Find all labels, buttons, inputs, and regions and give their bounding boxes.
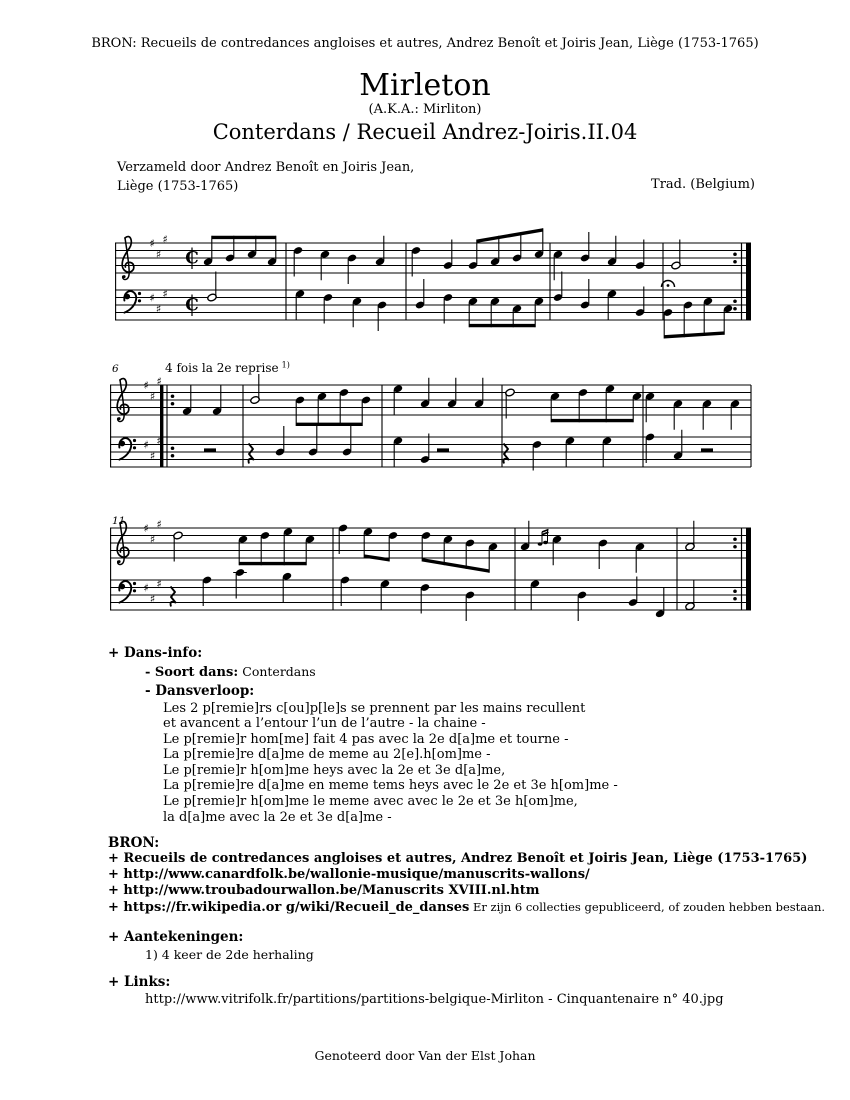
svg-text:♯: ♯	[155, 302, 162, 316]
svg-text:♯: ♯	[156, 577, 162, 591]
dansverloop-line: Les 2 p[remie]rs c[ou]p[le]s se prennent par les mains recullent	[163, 700, 586, 716]
bron-link-troubadour: + http://www.troubadourwallon.be/Manuscrits XVIII.nl.htm	[108, 883, 540, 898]
svg-text:♯: ♯	[149, 236, 155, 250]
wikipedia-note: Er zijn 6 collecties gepubliceerd, of zouden hebben bestaan.	[469, 900, 826, 914]
footer-credit: Genoteerd door Van der Elst Johan	[314, 1048, 536, 1063]
svg-text:C: C	[185, 295, 199, 316]
svg-text:♯: ♯	[143, 438, 149, 452]
svg-text:♯: ♯	[156, 518, 162, 532]
svg-text:♯: ♯	[149, 291, 155, 305]
bron-section	[108, 835, 825, 916]
svg-text:♯: ♯	[149, 533, 156, 547]
svg-text:♯: ♯	[149, 592, 156, 606]
links-section	[108, 974, 724, 1008]
svg-text:♯: ♯	[149, 390, 156, 404]
bron-heading: BRON:	[108, 835, 160, 851]
svg-text:♯: ♯	[162, 233, 168, 247]
tradition-credit: Trad. (Belgium)	[651, 177, 755, 192]
bron-link-canardfolk: + http://www.canardfolk.be/wallonie-musique/manuscrits-wallons/	[108, 867, 590, 882]
soort-dans-label: - Soort dans:	[145, 664, 239, 680]
dansverloop-label: - Dansverloop:	[145, 683, 255, 699]
soort-dans-row	[108, 663, 618, 683]
collector-line-2: Liège (1753-1765)	[117, 178, 239, 194]
music-system-2	[110, 358, 758, 476]
svg-text:11: 11	[112, 515, 126, 527]
aantekeningen-note: 1) 4 keer de 2de herhaling	[145, 947, 314, 962]
dansverloop-line: la d[a]me avec la 2e et 3e d[a]me -	[163, 809, 392, 825]
dansverloop-line: et avancent a l’entour l’un de l’autre - la chaine -	[163, 716, 486, 732]
svg-text:♯: ♯	[143, 378, 149, 392]
svg-text:♯: ♯	[149, 449, 156, 463]
svg-text:♯: ♯	[143, 521, 149, 535]
links-heading: + Links:	[108, 974, 171, 990]
links-url: http://www.vitrifolk.fr/partitions/partitions-belgique-Mirliton - Cinquantenaire n° 40.jpg	[145, 992, 724, 1007]
aantekeningen-heading: + Aantekeningen:	[108, 929, 244, 945]
music-system-1	[110, 228, 758, 346]
svg-text:4 fois la 2e reprise1): 4 fois la 2e reprise $^{1)}$	[165, 360, 290, 375]
dansverloop-line: La p[remie]re d[a]me en meme tems heys avec le 2e et 3e h[om]me -	[163, 778, 618, 794]
svg-text:♯: ♯	[143, 581, 149, 595]
bron-source-line: + Recueils de contredances angloises et autres, Andrez Benoît et Joiris Jean, Liège (1753-1765)	[108, 851, 808, 866]
svg-text:6: 6	[112, 363, 119, 375]
dansverloop-line: Le p[remie]r h[om]me heys avec la 2e et 3e d[a]me,	[163, 762, 506, 778]
dansverloop-line: Le p[remie]r hom[me] fait 4 pas avec la 2e d[a]me et tourne -	[163, 731, 569, 747]
source-header: BRON: Recueils de contredances angloises et autres, Andrez Benoît et Joiris Jean, Liège (1753-1765)	[91, 36, 759, 51]
dansverloop-line: Le p[remie]r h[om]me le meme avec avec le 2e et 3e h[om]me,	[163, 794, 578, 810]
svg-text:C: C	[185, 248, 199, 269]
aantekeningen-section	[108, 929, 314, 963]
svg-text:♯: ♯	[156, 434, 162, 448]
collector-line-1: Verzameld door Andrez Benoît en Joiris Jean,	[117, 160, 415, 175]
music-system-3	[110, 510, 758, 628]
wikipedia-url: + https://fr.wikipedia.or g/wiki/Recueil_de_danses	[108, 900, 470, 915]
dansverloop-line: La p[remie]re d[a]me de meme au 2[e].h[om]me -	[163, 747, 491, 763]
soort-dans-value: Conterdans	[242, 663, 316, 679]
svg-text:♯: ♯	[162, 287, 168, 301]
title-aka: (A.K.A.: Mirliton)	[368, 102, 482, 117]
dans-info-section	[108, 644, 618, 825]
collector-note	[117, 159, 414, 196]
subtitle: Conterdans / Recueil Andrez-Joiris.II.04	[212, 120, 638, 144]
page-title: Mirleton	[359, 68, 491, 103]
svg-text:♯: ♯	[155, 248, 162, 262]
svg-text:♯: ♯	[156, 375, 162, 389]
bron-link-wikipedia	[108, 899, 825, 916]
dans-info-heading: + Dans-info:	[108, 645, 203, 661]
